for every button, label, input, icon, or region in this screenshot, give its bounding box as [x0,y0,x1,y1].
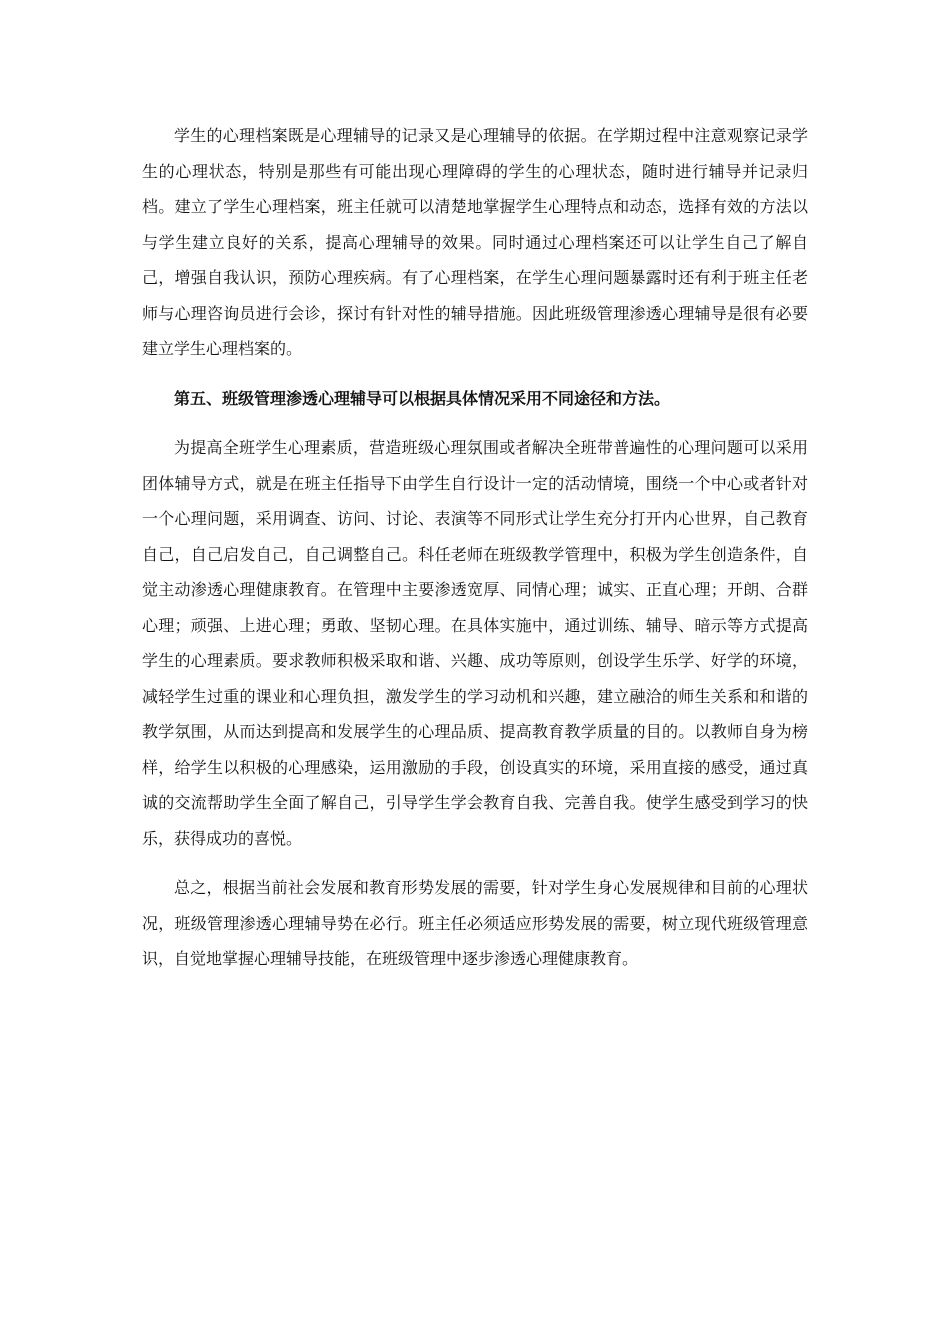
document-page [142,118,808,977]
paragraph-group-guidance: 为提高全班学生心理素质，营造班级心理氛围或者解决全班带普遍性的心理问题可以采用团体辅导方式，就是在班主任指导下由学生自行设计一定的活动情境，围绕一个中心或者针对一个心理问题，采用调查、访问、讨论、表演等不同形式让学生充分打开内心世界，自己教育自己，自己启发自己，自己调整自己。科任老师在班级教学管理中，积极为学生创造条件，自觉主动渗透心理健康教育。在管理中主要渗透宽厚、同情心理；诚实、正直心理；开朗、合群心理；顽强、上进心理；勇敢、坚韧心理。在具体实施中，通过训练、辅导、暗示等方式提高学生的心理素质。要求教师积极采取和谐、兴趣、成功等原则，创设学生乐学、好学的环境，减轻学生过重的课业和心理负担，激发学生的学习动机和兴趣，建立融洽的师生关系和和谐的教学氛围，从而达到提高和发展学生的心理品质、提高教育教学质量的目的。以教师自身为榜样，给学生以积极的心理感染，运用激励的手段，创设真实的环境，采用直接的感受，通过真诚的交流帮助学生全面了解自己，引导学生学会教育自我、完善自我。使学生感受到学习的快乐，获得成功的喜悦。 [142,438,808,848]
section-heading: 第五、班级管理渗透心理辅导可以根据具体情况采用不同途径和方法。 [174,388,671,408]
paragraph-psych-archive: 学生的心理档案既是心理辅导的记录又是心理辅导的依据。在学期过程中注意观察记录学生的心理状态，特别是那些有可能出现心理障碍的学生的心理状态，随时进行辅导并记录归档。建立了学生心理档案，班主任就可以清楚地掌握学生心理特点和动态，选择有效的方法以与学生建立良好的关系，提高心理辅导的效果。同时通过心理档案还可以让学生自己了解自己，增强自我认识，预防心理疾病。有了心理档案，在学生心理问题暴露时还有利于班主任老师与心理咨询员进行会诊，探讨有针对性的辅导措施。因此班级管理渗透心理辅导是很有必要建立学生心理档案的。 [142,126,808,358]
paragraph-conclusion: 总之，根据当前社会发展和教育形势发展的需要，针对学生身心发展规律和目前的心理状况，班级管理渗透心理辅导势在必行。班主任必须适应形势发展的需要，树立现代班级管理意识，自觉地掌握心理辅导技能，在班级管理中逐步渗透心理健康教育。 [142,878,808,968]
